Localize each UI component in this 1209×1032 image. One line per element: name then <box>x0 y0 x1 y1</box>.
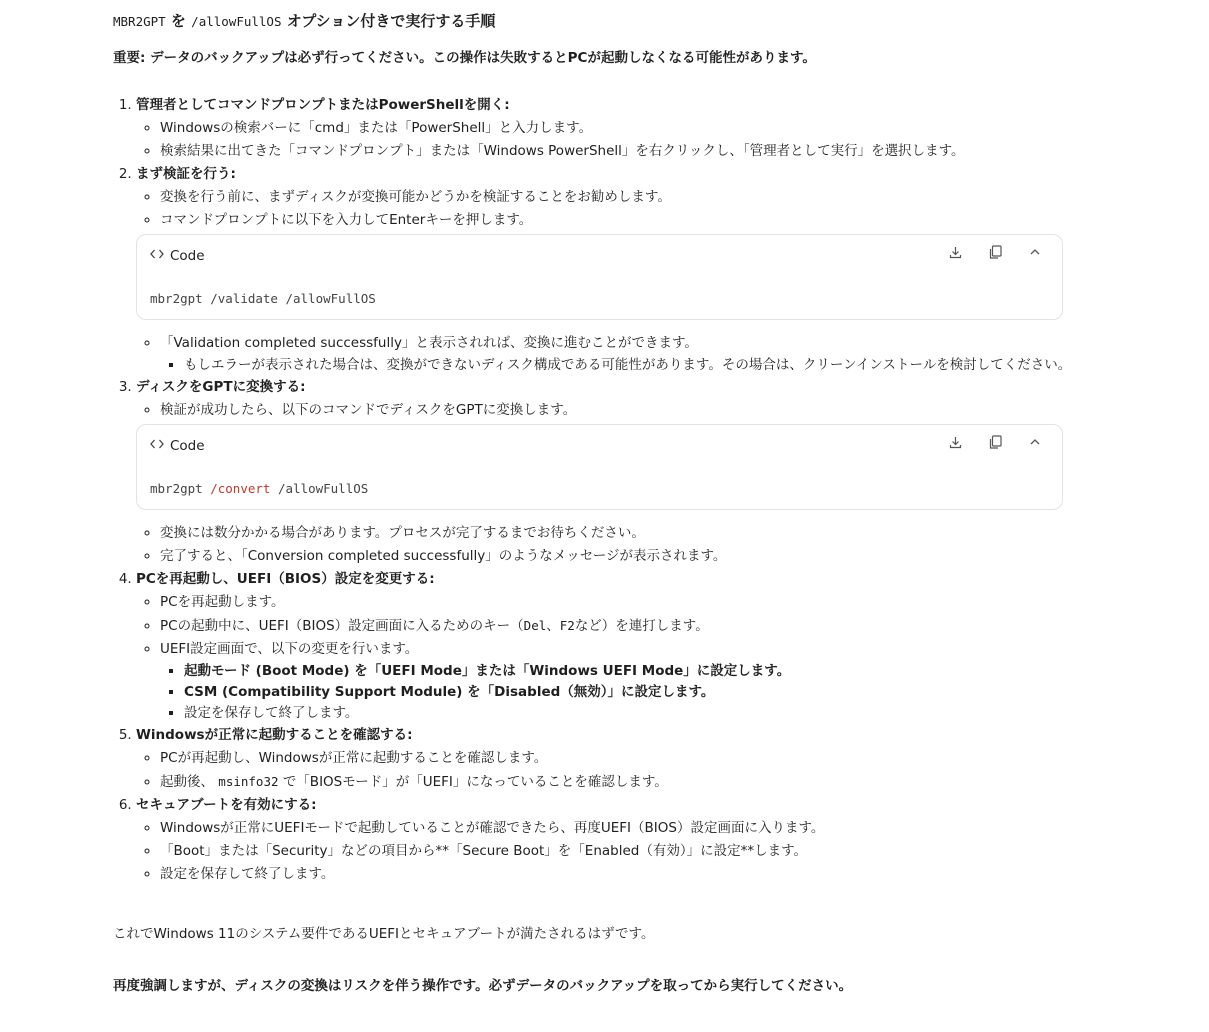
list-item: ▪ 設定を保存して終了します。 <box>184 703 1088 724</box>
list-item: ◦ 検索結果に出てきた「コマンドプロンプト」または「Windows PowerShell」を右クリックし、「管理者として実行」を選択します。 <box>160 140 1088 163</box>
final-warning-text: 再度強調しますが、ディスクの変換はリスクを伴う操作です。必ずデータのバックアップを取ってから実行してください。 <box>113 978 853 994</box>
step-4 <box>136 568 1088 724</box>
step-title: セキュアブートを有効にする: <box>136 797 317 813</box>
list-item: ◦ Windowsが正常にUEFIモードで起動していることが確認できたら、再度UEFI（BIOS）設定画面に入ります。 <box>160 817 1088 840</box>
key-f2: F2 <box>559 618 575 633</box>
chevron-up-icon[interactable] <box>1028 435 1042 449</box>
step-1 <box>136 94 1088 163</box>
step-2 <box>136 163 1088 376</box>
list-item: ◦ 「Validation completed successfully」と表示されれば、変換に進むことができます。 ▪ もしエラーが表示された場合は、変換ができないディスク構成である可能性があります。その場合は、クリーンインストールを検討してください。 <box>160 332 1088 376</box>
list-item: ◦ コマンドプロンプトに以下を入力してEnterキーを押します。 Code mbr2gpt /validate /allowFullOS <box>160 209 1088 320</box>
step-6 <box>136 794 1088 886</box>
list-item: ◦ 起動後、 msinfo32 で「BIOSモード」が「UEFI」になっていることを確認します。 <box>160 770 1088 794</box>
code-label: Code <box>170 248 205 264</box>
step-title: ディスクをGPTに変換する: <box>136 379 306 395</box>
download-icon[interactable] <box>948 245 962 259</box>
title-command: MBR2GPT <box>113 14 166 29</box>
list-item: ◦ 「Boot」または「Security」などの項目から**「Secure Boot」を「Enabled（有効）」に設定**します。 <box>160 840 1088 863</box>
list-item: ◦ 検証が成功したら、以下のコマンドでディスクをGPTに変換します。 Code mbr2gpt /convert /allowFullOS <box>160 399 1088 510</box>
page-title: MBR2GPT を /allowFullOS オプション付きで実行する手順 <box>113 12 496 30</box>
warning-text: 重要: データのバックアップは必ず行ってください。この操作は失敗するとPCが起動しなくなる可能性があります。 <box>113 50 816 66</box>
step-3 <box>136 376 1088 568</box>
list-item: ◦ 変換には数分かかる場合があります。プロセスが完了するまでお待ちください。 <box>160 522 1088 545</box>
step-title: まず検証を行う: <box>136 166 236 182</box>
list-item: ◦ 変換を行う前に、まずディスクが変換可能かどうかを検証することをお勧めします。 <box>160 186 1088 209</box>
list-item: ▪ もしエラーが表示された場合は、変換ができないディスク構成である可能性があります。その場合は、クリーンインストールを検討してください。 <box>184 355 1088 376</box>
step-title: Windowsが正常に起動することを確認する: <box>136 727 413 743</box>
code-content: mbr2gpt /validate /allowFullOS <box>150 291 376 306</box>
code-header <box>150 435 205 458</box>
list-item: ◦ UEFI設定画面で、以下の変更を行います。 ▪ 起動モード (Boot Mode) を「UEFI Mode」または「Windows UEFI Mode」に設定します。 ▪ CSM (Compatibility Support Module) を「Disabled（無効）」に設定します。 ▪ 設定を保存して終了します。 <box>160 638 1088 724</box>
steps-list <box>113 94 1088 886</box>
code-block <box>136 234 1063 320</box>
list-item: ◦ Windowsの検索バーに「cmd」または「PowerShell」と入力します。 <box>160 117 1088 140</box>
code-label: Code <box>170 438 205 454</box>
list-item: ▪ CSM (Compatibility Support Module) を「Disabled（無効）」に設定します。 <box>184 682 1088 703</box>
summary-text: これでWindows 11のシステム要件であるUEFIとセキュアブートが満たされるはずです。 <box>113 926 655 942</box>
list-item: ◦ 設定を保存して終了します。 <box>160 863 1088 886</box>
list-item: ◦ PCの起動中に、UEFI（BIOS）設定画面に入るためのキー（Del、F2など）を連打します。 <box>160 614 1088 638</box>
list-item: ◦ PCを再起動します。 <box>160 591 1088 614</box>
copy-icon[interactable] <box>988 245 1002 259</box>
list-item: ▪ 起動モード (Boot Mode) を「UEFI Mode」または「Windows UEFI Mode」に設定します。 <box>184 661 1088 682</box>
list-item: ◦ 完了すると、「Conversion completed successfully」のようなメッセージが表示されます。 <box>160 545 1088 568</box>
code-block <box>136 424 1063 510</box>
step-5 <box>136 724 1088 794</box>
chevron-up-icon[interactable] <box>1028 245 1042 259</box>
step-title: 管理者としてコマンドプロンプトまたはPowerShellを開く: <box>136 97 510 113</box>
code-icon <box>150 245 164 268</box>
code-header <box>150 245 205 268</box>
step-title: PCを再起動し、UEFI（BIOS）設定を変更する: <box>136 571 435 587</box>
download-icon[interactable] <box>948 435 962 449</box>
list-item: ◦ PCが再起動し、Windowsが正常に起動することを確認します。 <box>160 747 1088 770</box>
code-content: mbr2gpt /convert /allowFullOS <box>150 481 369 496</box>
title-option: /allowFullOS <box>191 14 282 29</box>
key-del: Del <box>523 618 547 633</box>
response-content <box>113 8 1088 996</box>
copy-icon[interactable] <box>988 435 1002 449</box>
code-icon <box>150 435 164 458</box>
msinfo-command: msinfo32 <box>218 774 279 789</box>
